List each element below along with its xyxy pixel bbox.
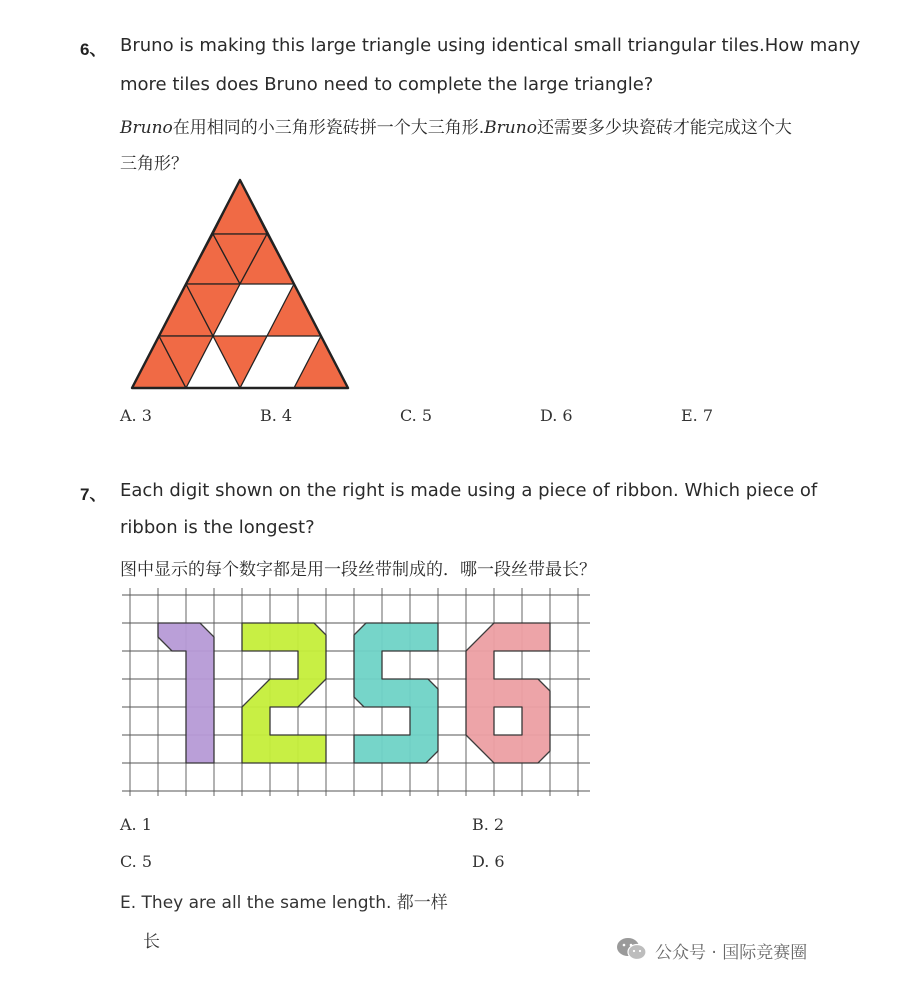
ribbon-digit-1 <box>158 623 214 763</box>
q7-option-a: A. 1 <box>120 815 152 834</box>
q6-option-b: B. 4 <box>260 406 293 425</box>
q6-zh-name2: Bruno <box>484 118 537 138</box>
q7-number: 7、 <box>80 485 107 504</box>
q7-option-e-line1: E. They are all the same length. 都一样 <box>120 893 448 913</box>
tile <box>294 336 348 388</box>
q7-chinese-line: 图中显示的每个数字都是用一段丝带制成的．哪一段丝带最长？ <box>120 560 596 580</box>
q6-option-d: D. 6 <box>540 406 573 425</box>
q6-zh-end: 还需要多少块瓷砖才能完成这个大 <box>536 118 792 138</box>
q6-zh-mid: 在用相同的小三角形瓷砖拼一个大三角形. <box>172 118 485 138</box>
wechat-icon <box>615 935 649 963</box>
q7-text-line1: Each digit shown on the right is made using a piece of ribbon. Which piece of <box>120 480 818 501</box>
q6-chinese-line1 <box>120 113 792 138</box>
q7-option-c: C. 5 <box>120 852 153 871</box>
q6-text-line1: Bruno is making this large triangle using identical small triangular tiles.How many <box>120 35 861 56</box>
q6-option-a: A. 3 <box>120 406 152 425</box>
ribbon-digit-5 <box>354 623 438 763</box>
tile <box>213 336 267 388</box>
q6-number: 6、 <box>80 40 107 59</box>
q6-option-e: E. 7 <box>681 406 714 425</box>
q6-chinese-line2: 三角形？ <box>120 154 188 174</box>
q6-text-line2: more tiles does Bruno need to complete the large triangle? <box>120 74 654 95</box>
watermark-text: 公众号 · 国际竞赛圈 <box>655 943 808 963</box>
q7-text-line2: ribbon is the longest? <box>120 517 315 538</box>
tile <box>213 180 267 234</box>
ribbon-digit-6-hole <box>494 707 522 735</box>
q7-option-d: D. 6 <box>472 852 505 871</box>
ribbon-digits-figure <box>120 586 600 802</box>
tile <box>267 284 321 336</box>
q7-option-e-line2: 长 <box>143 932 160 952</box>
q6-zh-name1: Bruno <box>120 118 173 138</box>
q7-option-b: B. 2 <box>472 815 505 834</box>
q6-option-c: C. 5 <box>400 406 433 425</box>
ribbon-digit-6 <box>466 623 550 763</box>
ribbon-digit-2 <box>242 623 326 763</box>
triangle-figure <box>120 172 380 397</box>
